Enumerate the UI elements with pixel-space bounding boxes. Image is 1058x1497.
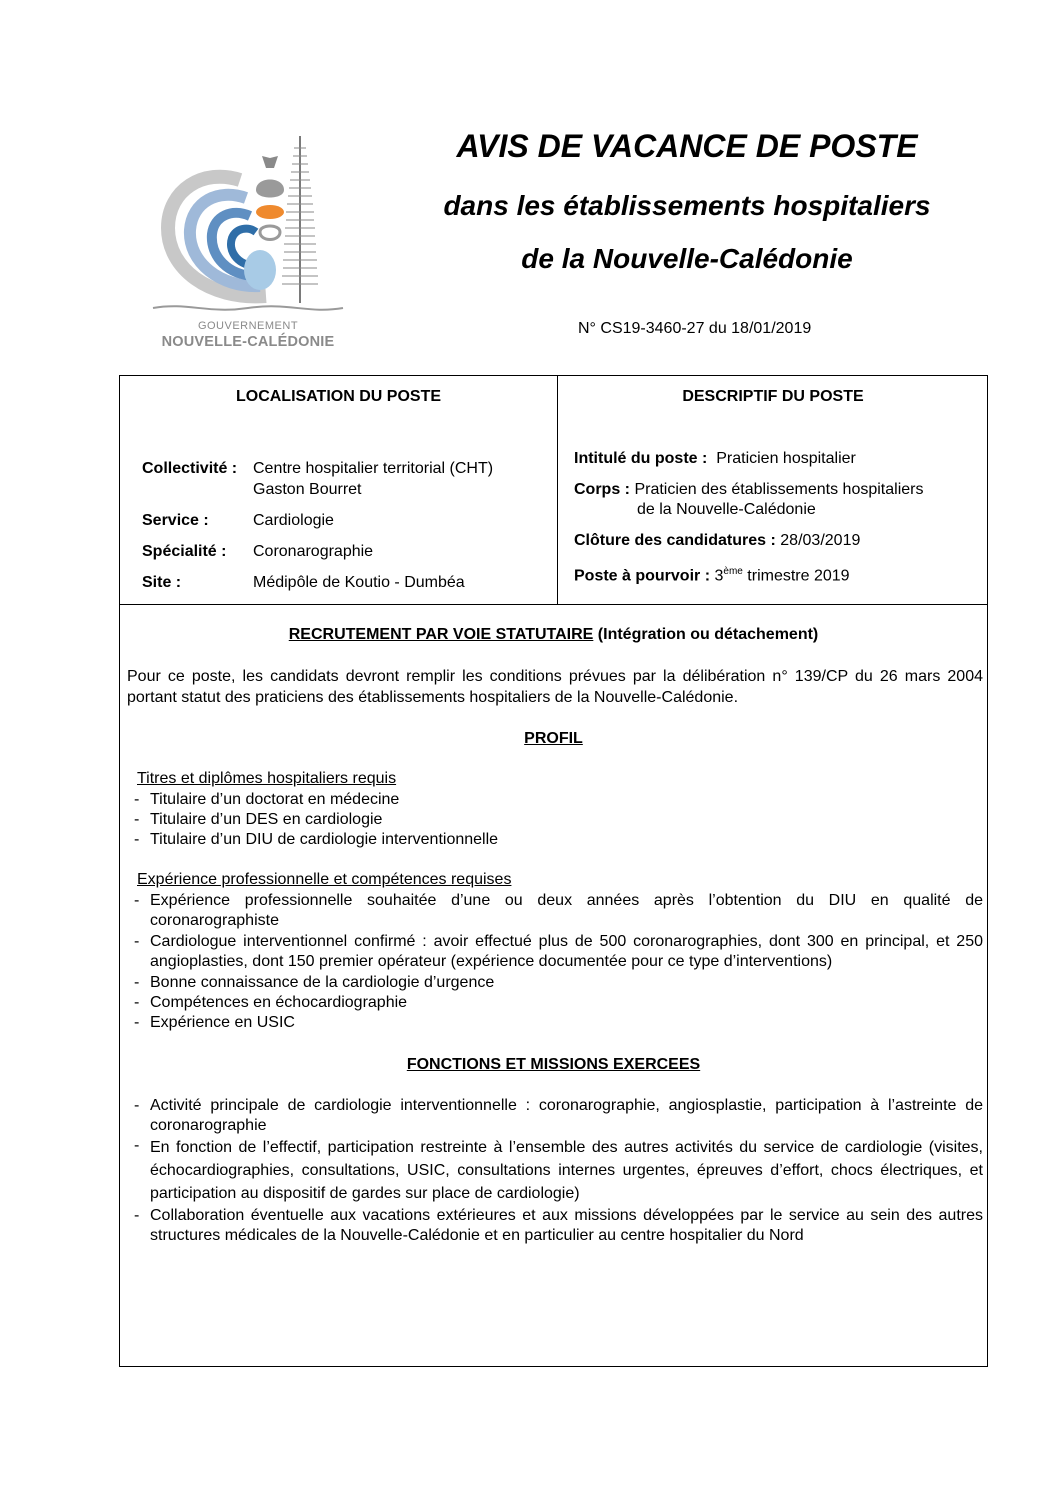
- poste-num: 3: [714, 567, 724, 585]
- site-label: Site :: [142, 574, 182, 591]
- list-item: - En fonction de l’effectif, participation restreinte à l’ensemble des autres activités du service de cardiologie (visites, échocardiographies, consultations, USIC, consultations internes urgentes, épreuves d’effort, chocs électriques, et participation au dispositif de gardes sur place de cardiologie): [134, 1136, 983, 1205]
- experience-item-4: Compétences en échocardiographie: [150, 994, 408, 1011]
- list-item: - Titulaire d’un DIU de cardiologie interventionnelle: [134, 830, 983, 850]
- titres-heading: Titres et diplômes hospitaliers requis: [137, 770, 397, 787]
- experience-heading: Expérience professionnelle et compétences requises: [137, 871, 512, 888]
- cloture-label: Clôture des candidatures :: [574, 532, 776, 549]
- experience-item-3: Bonne connaissance de la cardiologie d’urgence: [150, 974, 495, 991]
- list-item: - Compétences en échocardiographie: [134, 993, 983, 1013]
- experience-item-5: Expérience en USIC: [150, 1014, 295, 1031]
- collectivite-label: Collectivité :: [142, 460, 238, 477]
- service-label: Service :: [142, 512, 209, 529]
- horizontal-divider: [120, 604, 987, 605]
- collectivite-value-2: Gaston Bourret: [253, 481, 362, 498]
- poste-row: [574, 562, 850, 586]
- site-value: Médipôle de Koutio - Dumbéa: [253, 574, 465, 591]
- specialite-value: Coronarographie: [253, 543, 374, 560]
- cloture-row: [574, 531, 860, 551]
- list-item: - Titulaire d’un doctorat en médecine: [134, 790, 983, 810]
- intitule-row: [574, 449, 856, 469]
- fonctions-heading: FONCTIONS ET MISSIONS EXERCEES: [406, 1056, 701, 1073]
- fonction-item-3: Collaboration éventuelle aux vacations extérieures et aux missions développées par le service au sein des autres structures médicales de la Nouvelle-Calédonie et en particulier au centre hospitalier du Nord: [150, 1207, 983, 1244]
- page-subtitle-2: de la Nouvelle-Calédonie: [521, 243, 853, 274]
- intitule-label: Intitulé du poste :: [574, 450, 708, 467]
- corps-row-2: [637, 500, 816, 520]
- logo-line-1: GOUVERNEMENT: [197, 320, 299, 332]
- nautilus-emblem-icon: [148, 128, 348, 318]
- titre-item-1: Titulaire d’un doctorat en médecine: [150, 791, 400, 808]
- cloture-value: 28/03/2019: [780, 532, 861, 549]
- intitule-value: Praticien hospitalier: [716, 450, 856, 467]
- list-item: - Expérience en USIC: [134, 1013, 983, 1033]
- corps-label: Corps :: [574, 481, 630, 498]
- localisation-heading: LOCALISATION DU POSTE: [235, 388, 442, 405]
- list-item: - Cardiologue interventionnel confirmé : avoir effectué plus de 500 coronarographies, dont 300 en principal, et 250 angioplasties, dont 150 premier opérateur (expérience documentée pour ce type d’interventions): [134, 933, 983, 970]
- poste-rest: trimestre 2019: [747, 567, 850, 585]
- collectivite-value-1: Centre hospitalier territorial (CHT): [253, 460, 494, 477]
- list-item: - Collaboration éventuelle aux vacations extérieures et aux missions développées par le service au sein des autres structures médicales de la Nouvelle-Calédonie et en particulier au centre hospitalier du Nord: [134, 1207, 983, 1244]
- page-subtitle-1: dans les établissements hospitaliers: [443, 190, 931, 221]
- descriptif-heading: DESCRIPTIF DU POSTE: [682, 388, 864, 405]
- recrutement-heading: [120, 626, 987, 644]
- reference-number: N° CS19-3460-27 du 18/01/2019: [578, 320, 812, 337]
- fonction-item-1: Activité principale de cardiologie interventionnelle : coronarographie, angiosplastie, participation à l’astreinte de coronarographie: [150, 1097, 983, 1134]
- profil-heading: PROFIL: [524, 730, 583, 747]
- government-logo: [148, 128, 348, 358]
- poste-label: Poste à pourvoir :: [574, 567, 711, 585]
- experience-item-1: Expérience professionnelle souhaitée d’une ou deux années après l’obtention du DIU en qualité de coronarographiste: [150, 892, 983, 929]
- fonction-item-2: En fonction de l’effectif, participation restreinte à l’ensemble des autres activités du service de cardiologie (visites, échocardiographies, consultations, USIC, consultations internes urgentes, épreuves d’effort, chocs électriques, et participation au dispositif de gardes sur place de cardiologie): [150, 1139, 983, 1202]
- titre-item-2: Titulaire d’un DES en cardiologie: [150, 811, 383, 828]
- corps-value-2: de la Nouvelle-Calédonie: [637, 501, 816, 518]
- service-value: Cardiologie: [253, 512, 334, 529]
- recrutement-text: Pour ce poste, les candidats devront remplir les conditions prévues par la délibération n° 139/CP du 26 mars 2004 portant statut des praticiens des établissements hospitaliers de la Nouvelle-Calédonie.: [127, 668, 983, 706]
- corps-row: [574, 480, 923, 500]
- list-item: - Expérience professionnelle souhaitée d’une ou deux années après l’obtention du DIU en qualité de coronarographiste: [134, 892, 983, 929]
- recrutement-heading-rest: (Intégration ou détachement): [597, 626, 819, 643]
- list-item: - Bonne connaissance de la cardiologie d’urgence: [134, 973, 983, 993]
- page-title: AVIS DE VACANCE DE POSTE: [456, 128, 918, 164]
- logo-line-2: NOUVELLE-CALÉDONIE: [161, 334, 335, 350]
- list-item: - Titulaire d’un DES en cardiologie: [134, 810, 983, 830]
- corps-value-1: Praticien des établissements hospitaliers: [634, 481, 924, 498]
- recrutement-heading-main: RECRUTEMENT PAR VOIE STATUTAIRE: [288, 626, 594, 643]
- specialite-label: Spécialité :: [142, 543, 227, 560]
- vacancy-frame: [119, 375, 988, 1367]
- vertical-divider: [557, 376, 558, 604]
- poste-sup: ème: [723, 566, 743, 577]
- titre-item-3: Titulaire d’un DIU de cardiologie interventionnelle: [150, 831, 499, 848]
- experience-item-2: Cardiologue interventionnel confirmé : avoir effectué plus de 500 coronarographies, dont 300 en principal, et 250 angioplasties, dont 150 premier opérateur (expérience documentée pour ce type d’interventions): [150, 933, 983, 970]
- list-item: - Activité principale de cardiologie interventionnelle : coronarographie, angiosplastie, participation à l’astreinte de coronarographie: [134, 1097, 983, 1134]
